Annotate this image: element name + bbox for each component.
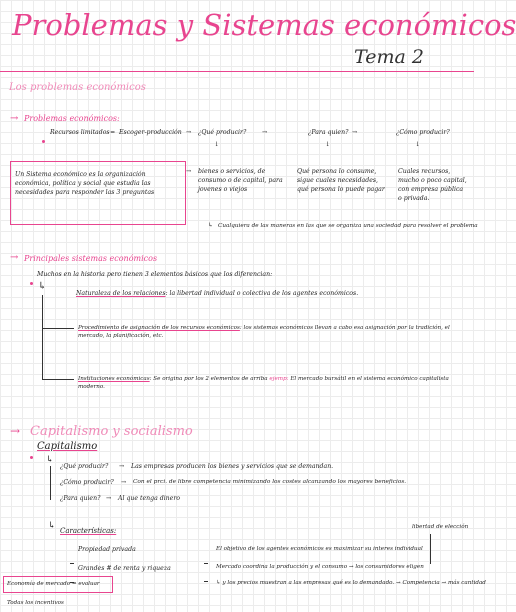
incentivos-text: Todas los incentivos xyxy=(7,600,64,606)
cualquiera-text: Cualquiera de las maneras en las que se organiza una sociedad para resolver el problema xyxy=(218,223,478,229)
razon-3-text: y los precios muestran a las empresas qué es lo demandado. xyxy=(222,580,395,586)
section2-heading: Principales sistemas económicos xyxy=(24,254,158,263)
arrow-icon: → xyxy=(121,479,127,486)
elemento3-tail: El mercado bursátil en el sistema económico capitalista moderno. xyxy=(78,376,449,390)
answer-para: Qué persona lo consume, sigue cuales necesidades, qué persona lo puede pagar xyxy=(297,168,385,193)
razon-2-text: Mercado coordina la producción y el consumo xyxy=(216,564,348,570)
bullet-icon xyxy=(42,131,45,150)
arrow-icon: → xyxy=(10,424,21,438)
cap-q1: ¿Qué producir? xyxy=(60,463,109,470)
caract-2: Grandes # de renta y riqueza xyxy=(78,565,171,572)
cap-a3: Al que tenga dinero xyxy=(118,495,181,502)
cap-q3: ¿Para quien? xyxy=(60,495,101,502)
elemento2-label: Procedimiento de asignación de los recursos económicos xyxy=(78,325,240,331)
elemento3-text: : Se origina por los 2 elementos de arriba xyxy=(149,376,268,382)
arrow-icon: → xyxy=(186,129,192,136)
elemento3-label: Instituciones económicas xyxy=(78,376,150,382)
razon-1: El objetivo de los agentes económicos es maximizar su interes individual xyxy=(216,546,423,552)
bullet-icon xyxy=(30,273,33,292)
elemento3 xyxy=(78,375,468,391)
arrow-icon: → xyxy=(262,129,268,136)
mercado-text: Economía de mercado = evaluar xyxy=(7,581,100,587)
bullet-icon xyxy=(204,549,208,568)
bullet-icon xyxy=(204,567,208,586)
elemento1-label: Naturaleza de los relaciones xyxy=(76,290,166,297)
answer-que: bienes o servicios, de consumo o de capital, para jovenes o viejos xyxy=(198,168,283,193)
bullet-icon xyxy=(30,447,33,466)
cap-q2: ¿Cómo producir? xyxy=(60,479,114,486)
caracteristicas-label: Características: xyxy=(60,527,117,535)
caract-1: Propiedad privada xyxy=(78,546,136,553)
razon-3b-text: Competencia xyxy=(402,580,440,586)
arrow-down-icon: ↓ xyxy=(325,141,331,148)
escoger-text: Escoger-producción xyxy=(119,129,182,136)
section2-intro: Muchos en la historia pero tienen 3 elementos básicos que los diferencian: xyxy=(37,271,273,278)
bullet-icon xyxy=(70,549,74,568)
definition-text: Un Sistema económico es la organización económica, política y social que estudia las necesidades para responder las 3 preguntas xyxy=(15,171,155,196)
elemento1 xyxy=(76,289,358,298)
tree-line xyxy=(42,379,74,380)
arrow-down-icon: ↓ xyxy=(415,141,421,148)
razon-3c-text: más cantidad xyxy=(447,580,486,586)
tree-branch-icon: ↳ xyxy=(46,455,54,465)
razon-3: ↳ y los precios muestran a las empresas qué es lo demandado. → Competencia → más cantidad xyxy=(216,580,486,586)
tree-branch-icon: ↳ xyxy=(38,281,47,292)
elemento2-text: : los sistemas económicos llevan a cabo esa asignación por la tradición, el mercado, la planificación, etc. xyxy=(78,325,450,339)
title-underline xyxy=(0,71,474,72)
arrow-icon: = xyxy=(110,129,116,136)
libertad-label: libertad de elección xyxy=(412,524,469,530)
capitalismo-label: Capitalismo xyxy=(37,441,98,452)
tree-line xyxy=(42,328,74,329)
arrow-icon: → xyxy=(352,129,358,136)
arrow-icon: ↳ xyxy=(208,222,214,229)
razon-2: Mercado coordina la producción y el consumo → los consumidores eligen xyxy=(216,564,424,570)
arrow-icon: → xyxy=(119,463,125,470)
ejemplo-label: ejemp: xyxy=(269,376,289,382)
tree-line xyxy=(50,466,51,500)
elemento2 xyxy=(78,324,468,340)
cap-a2: Con el prci. de libre competencia minimizando los costes alcanzando los mayores beneficios. xyxy=(133,479,407,485)
arrow-icon: → xyxy=(186,168,192,175)
recursos-text: Recursos limitados xyxy=(50,129,110,136)
arrow-icon: → xyxy=(10,252,19,263)
arrow-icon: → xyxy=(10,113,19,124)
cap-a1: Las empresas producen los bienes y servicios que se demandan. xyxy=(131,463,334,470)
libertad-arrow xyxy=(430,534,431,564)
elemento1-text: : la libertad individual o colectiva de los agentes económicos. xyxy=(165,290,359,297)
page-subtitle: Tema 2 xyxy=(354,46,424,68)
answer-como: Cuales recursos, mucho o poco capital, con empresa pública o privada. xyxy=(398,168,467,202)
tree-line xyxy=(42,295,43,379)
page-title: Problemas y Sistemas económicos xyxy=(12,8,516,42)
question-que: ¿Qué producir? xyxy=(198,129,247,136)
razon-2b-text: los consumidores eligen xyxy=(355,564,424,570)
section3-heading: Capitalismo y socialismo xyxy=(30,424,193,439)
arrow-down-icon: ↓ xyxy=(214,141,220,148)
question-como: ¿Cómo producir? xyxy=(396,129,450,136)
section1-heading: Los problemas económicos xyxy=(9,82,146,93)
tree-branch-icon: ↳ xyxy=(48,521,56,531)
section1-sub: Problemas económicos: xyxy=(24,114,120,123)
arrow-icon: → xyxy=(106,495,112,502)
question-para: ¿Para quien? xyxy=(308,129,349,136)
